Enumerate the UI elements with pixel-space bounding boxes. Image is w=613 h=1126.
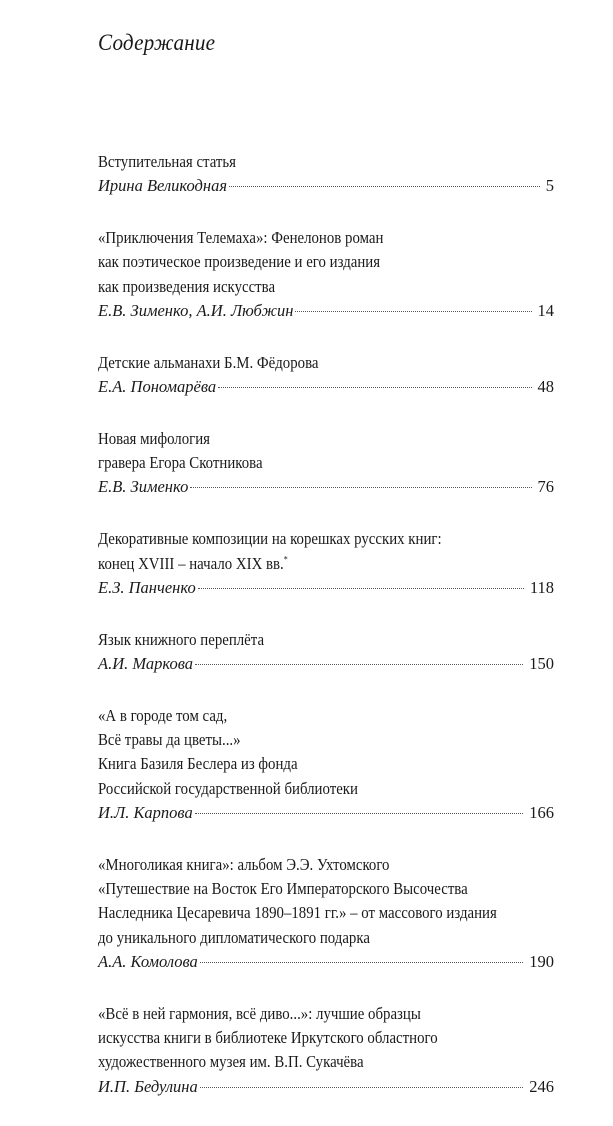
entry-title-line: до уникального дипломатического подарка	[98, 927, 370, 947]
entry-title-line: как произведения искусства	[98, 276, 276, 296]
entry-title-text: конец XVIII – начало XIX вв.	[98, 553, 284, 573]
entry-title-line: «А в городе том сад,	[98, 705, 228, 725]
entry-page-number: 246	[529, 1076, 554, 1096]
entry-title-line: «Всё в ней гармония, всё диво...»: лучшие образцы	[98, 1003, 421, 1023]
author-row	[98, 174, 554, 198]
author-row	[98, 652, 554, 676]
dot-leader	[218, 387, 531, 388]
entry-title-line: художественного музея им. В.П. Сукачёва	[98, 1052, 364, 1072]
entry-title-line: Детские альманахи Б.М. Фёдорова	[98, 352, 319, 372]
dot-leader	[195, 664, 523, 665]
entry-title-line: «Приключения Телемаха»: Фенелонов роман	[98, 228, 384, 248]
entry-title-line: «Многоликая книга»: альбом Э.Э. Ухтомского	[98, 854, 390, 874]
author-row	[98, 576, 554, 600]
toc-entry[interactable]	[98, 150, 554, 199]
toc-entry[interactable]	[98, 226, 554, 323]
entry-author: А.И. Маркова	[98, 653, 194, 673]
entry-page-number: 166	[529, 802, 554, 822]
author-row	[98, 950, 554, 974]
entry-author: Е.В. Зименко	[98, 477, 189, 497]
toc-entry[interactable]	[98, 628, 554, 677]
author-row	[98, 801, 554, 825]
entry-title-line: Книга Базиля Беслера из фонда	[98, 754, 298, 774]
dot-leader	[200, 962, 523, 963]
entry-title-line: «Путешествие на Восток Его Императорского Высочества	[98, 879, 468, 899]
entry-page-number: 150	[529, 653, 554, 673]
entry-title-line: Вступительная статья	[98, 152, 237, 171]
toc-entry[interactable]	[98, 427, 554, 500]
entry-title-line: Всё травы да цветы...»	[98, 730, 241, 750]
toc-entry[interactable]	[98, 351, 554, 400]
dot-leader	[295, 311, 531, 312]
entry-title-line: как поэтическое произведение и его издания	[98, 252, 381, 272]
author-row	[98, 1075, 554, 1099]
entry-page-number: 14	[537, 300, 554, 320]
toc-entry[interactable]	[98, 853, 554, 974]
toc-entry[interactable]	[98, 527, 554, 600]
entry-page-number: 190	[529, 951, 554, 971]
dot-leader	[200, 1087, 524, 1088]
entry-title-line: Новая мифология	[98, 428, 211, 448]
entry-author: Е.А. Пономарёва	[98, 377, 217, 397]
dot-leader	[198, 588, 524, 589]
entry-title-line: Декоративные композиции на корешках русских книг:	[98, 529, 442, 549]
toc-entry[interactable]	[98, 1002, 554, 1099]
entry-title-line: гравера Егора Скотникова	[98, 453, 263, 473]
author-row	[98, 375, 554, 399]
entry-page-number: 118	[529, 577, 554, 597]
entry-page-number: 76	[537, 477, 554, 497]
entry-title-line: Наследника Цесаревича 1890–1891 гг.» – от массового издания	[98, 903, 497, 923]
entry-title-line: Язык книжного переплёта	[98, 629, 265, 649]
page-title: Содержание	[98, 30, 216, 55]
entry-page-number: 5	[545, 176, 554, 196]
entry-author: Е.З. Панченко	[98, 577, 196, 597]
entry-author: Ирина Великодная	[98, 176, 227, 196]
entry-title-line: искусства книги в библиотеке Иркутского областного	[98, 1028, 438, 1048]
entry-page-number: 48	[537, 377, 554, 397]
toc-entry[interactable]	[98, 704, 554, 825]
table-of-contents	[98, 150, 554, 1126]
entry-author: А.А. Комолова	[98, 951, 198, 971]
entry-title-line	[98, 552, 508, 576]
dot-leader	[195, 813, 524, 814]
author-row	[98, 475, 554, 499]
entry-title-line: Российской государственной библиотеки	[98, 778, 358, 798]
dot-leader	[190, 487, 531, 488]
entry-author: И.П. Бедулина	[98, 1076, 198, 1096]
dot-leader	[229, 186, 540, 187]
entry-author: Е.В. Зименко, А.И. Любжин	[98, 300, 294, 320]
author-row	[98, 299, 554, 323]
entry-author: И.Л. Карпова	[98, 802, 193, 822]
footnote-mark: *	[283, 554, 288, 565]
